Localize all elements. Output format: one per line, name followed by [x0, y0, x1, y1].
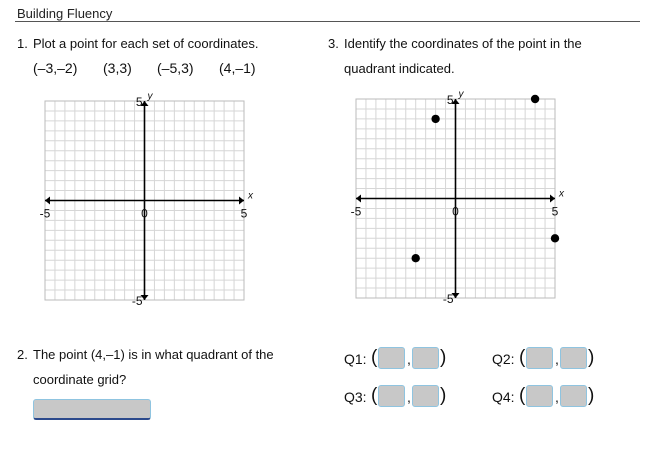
- open-paren: (: [371, 385, 378, 406]
- plotted-point: [412, 254, 420, 262]
- open-paren: (: [519, 385, 526, 406]
- answer-pair-q2: [492, 347, 602, 371]
- answer-label-q2: Q2:: [492, 351, 515, 367]
- coordinate-item: (3,3): [103, 60, 132, 76]
- coordinate-item: (4,–1): [219, 60, 256, 76]
- close-paren: ): [440, 385, 447, 406]
- close-paren: ): [440, 347, 447, 368]
- answer-pair-q4: [492, 385, 602, 409]
- question-3-line-1: Identify the coordinates of the point in the: [344, 36, 582, 51]
- close-paren: ): [588, 347, 595, 368]
- question-1-number: 1.: [17, 36, 28, 51]
- y-tick-label: 5: [446, 93, 454, 107]
- question-3-line-2: quadrant indicated.: [344, 61, 455, 76]
- comma: ,: [555, 389, 559, 405]
- q1-y-input[interactable]: [412, 347, 439, 369]
- coordinate-item: (–5,3): [157, 60, 194, 76]
- comma: ,: [407, 389, 411, 405]
- y-tick-label: -5: [442, 292, 454, 306]
- comma: ,: [407, 351, 411, 367]
- x-axis-name: x: [559, 188, 564, 200]
- q2-x-input[interactable]: [526, 347, 553, 369]
- answer-label-q1: Q1:: [344, 351, 367, 367]
- plotted-point: [551, 234, 559, 242]
- answer-label-q4: Q4:: [492, 389, 515, 405]
- close-paren: ): [588, 385, 595, 406]
- x-tick-label: 5: [240, 206, 248, 221]
- y-tick-label: 5: [135, 95, 143, 109]
- question-2-number: 2.: [17, 347, 28, 362]
- y-axis-name: y: [147, 91, 153, 102]
- answer-pair-q1: [344, 347, 454, 371]
- plotted-point: [431, 115, 439, 123]
- x-tick-label: 0: [452, 204, 459, 219]
- open-paren: (: [371, 347, 378, 368]
- answer-pair-q3: [344, 385, 454, 409]
- question-1-text: Plot a point for each set of coordinates.: [33, 36, 259, 51]
- q1-x-input[interactable]: [378, 347, 405, 369]
- q3-y-input[interactable]: [412, 385, 439, 407]
- question-2-line-1: The point (4,–1) is in what quadrant of the: [33, 347, 274, 362]
- x-tick-label: -5: [350, 204, 362, 219]
- page-title: Building Fluency: [17, 6, 113, 21]
- x-tick-label: -5: [39, 206, 51, 221]
- answer-label-q3: Q3:: [344, 389, 367, 405]
- question-3-number: 3.: [328, 36, 339, 51]
- coordinate-item: (–3,–2): [33, 60, 78, 76]
- q3-x-input[interactable]: [378, 385, 405, 407]
- x-axis-arrow-left: [356, 195, 361, 203]
- x-axis-arrow-right: [550, 195, 555, 203]
- q4-x-input[interactable]: [526, 385, 553, 407]
- x-tick-label: 5: [551, 204, 559, 219]
- comma: ,: [555, 351, 559, 367]
- open-paren: (: [519, 347, 526, 368]
- x-axis-name: x: [248, 190, 253, 202]
- question-2-line-2: coordinate grid?: [33, 372, 127, 387]
- x-tick-label: 0: [141, 206, 148, 221]
- y-tick-label: -5: [131, 294, 143, 308]
- plotted-point: [531, 95, 539, 103]
- y-axis-name: y: [458, 89, 464, 100]
- q2-y-input[interactable]: [560, 347, 587, 369]
- q4-y-input[interactable]: [560, 385, 587, 407]
